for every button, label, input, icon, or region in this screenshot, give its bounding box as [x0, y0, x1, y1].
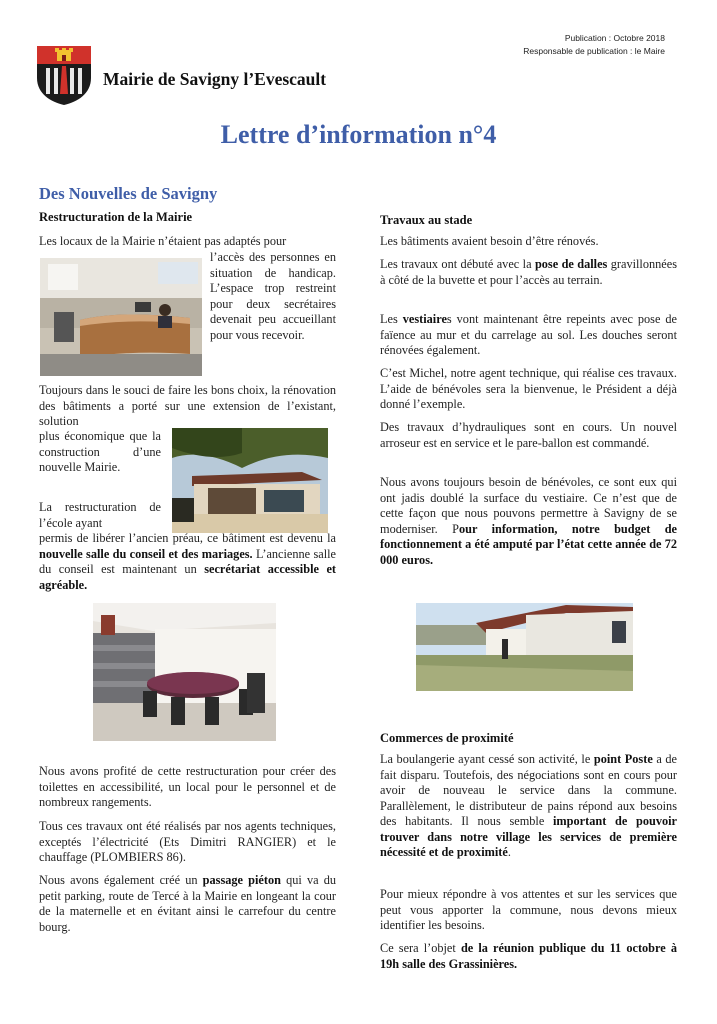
- right-s2-text2: gravillonnées à côté de la buvette et pour l’accès au terrain.: [380, 257, 677, 287]
- left-p6-text1: Nous avons également créé un: [39, 873, 203, 887]
- left-p3-top: La restructuration de l’école ayant: [39, 500, 161, 530]
- right-c1-bold1: point Poste: [593, 752, 653, 766]
- left-p4: Nous avons profité de cette restructuration pour créer des toilettes en accessibilité, un local pour le personnel et de nombreux rangements.: [39, 764, 336, 809]
- left-p3-text2: L’ancienne salle du conseil est maintenant un: [39, 546, 337, 576]
- right-c3-text1: Ce sera l’objet: [380, 941, 461, 955]
- mairie-name: Mairie de Savigny l’Evescault: [103, 69, 327, 89]
- heading-stade: Travaux au stade: [380, 213, 473, 227]
- right-s4: C’est Michel, notre agent technique, qui réalise ces travaux. L’aide de bénévoles sera la bienvenue, le Président a déjà donné l’exemple.: [380, 366, 677, 411]
- publication-date: Publication : Octobre 2018: [564, 33, 665, 43]
- right-s5: Des travaux d’hydrauliques sont en cours. Un nouvel arroseur est en service et le pare-ballon est commandé.: [380, 420, 677, 450]
- left-p1-line1: Les locaux de la Mairie n’étaient pas adaptés pour: [39, 234, 287, 248]
- letter-title: Lettre d’information n°4: [220, 120, 497, 149]
- left-p3-bold1: nouvelle salle du conseil et des mariages.: [39, 546, 253, 561]
- section-title: Des Nouvelles de Savigny: [39, 184, 218, 203]
- right-s2-text1: Les travaux ont débuté avec la: [380, 257, 535, 271]
- right-c1-text1: La boulangerie ayant cessé son activité, le: [380, 752, 594, 766]
- left-p1: l’accès des personnes en situation de handicap. L’espace trop restreint pour deux secrétaires devenait peu accueillant pour vous recevoir.: [210, 250, 336, 342]
- right-s3: [380, 312, 677, 359]
- right-s2: [380, 257, 677, 288]
- left-p5: Tous ces travaux ont été réalisés par nos agents techniques, exceptés l’électricité (Ets Dimitri RANGIER) et le chauffage (PLOMBIERS 86).: [39, 819, 336, 864]
- right-c1-text2: a de fait disparu. Toutefois, des négociations sont en cours pour avoir de nouveau le service dans la commune. Parallèlement, le distributeur de pains répond aux besoins des habitants. Il nous semble: [380, 752, 678, 828]
- right-s6-bold: our information, notre budget de fonctionnement a été amputé par l’état cette année de 72 000 euros.: [380, 521, 677, 567]
- publication-info: [523, 32, 665, 58]
- right-c1-text3: .: [507, 845, 511, 859]
- left-p3: permis de libérer l’ancien préau, ce bâtiment est devenu la nouvelle salle du conseil et des mariages. L’ancienne salle du conseil est maintenant un secrétariat accessible et agréable.: [39, 531, 337, 592]
- heading-restructuration: Restructuration de la Mairie: [39, 210, 193, 224]
- left-p6-bold: passage piéton: [202, 873, 281, 887]
- right-s3-bold: vestiaire: [402, 312, 447, 326]
- heading-commerces: Commerces de proximité: [380, 731, 514, 745]
- photo-office: [40, 258, 202, 376]
- left-p2-top: Toujours dans le souci de faire les bons choix, la rénovation des bâtiments a porté sur une extension de l’existant, solution: [39, 383, 336, 428]
- left-p2-bottom: plus économique que la construction d’une nouvelle Mairie.: [39, 429, 161, 474]
- intro-line: [39, 234, 336, 250]
- left-p6-text2: qui va du petit parking, route de Tercé à la Mairie en longeant la cour de la maternelle et en évitant ainsi le carrefour du centre bourg.: [39, 873, 336, 934]
- right-s3-text2: s vont maintenant être repeints avec pose de faïence au mur et du carrelage au sol. Les douches seront rénovées également.: [380, 312, 677, 357]
- photo-council-room: [93, 603, 276, 741]
- left-p3-bold2: secrétariat accessible et agréable.: [39, 562, 336, 592]
- right-s6: [380, 475, 677, 568]
- right-s3-text1: Les: [380, 312, 403, 326]
- right-c3-bold: de la réunion publique du 11 octobre à 19h salle des Grassinières.: [380, 941, 677, 971]
- right-c3: [380, 941, 677, 972]
- right-s1: Les bâtiments avaient besoin d’être rénovés.: [380, 234, 599, 248]
- right-s2-bold: pose de dalles: [534, 257, 608, 271]
- right-s6-text1: Nous avons toujours besoin de bénévoles, ce sont eux qui ont jadis doublé la surface du vestiaire. Ce n’est que de cette façon que nous pouvons permettre à Savigny de se moderniser. P: [380, 475, 677, 536]
- photo-stadium: [416, 603, 633, 691]
- right-c2: Pour mieux répondre à vos attentes et sur les services que peut vous apporter la commune, nous devons mieux identifier les besoins.: [380, 887, 677, 932]
- right-c1-bold2: important de pouvoir trouver dans notre village les services de première nécessité et de proximité: [380, 814, 677, 859]
- photo-new-building: [172, 428, 328, 533]
- publication-responsible: Responsable de publication : le Maire: [523, 46, 665, 56]
- town-crest-icon: [35, 44, 93, 106]
- left-p6: [39, 873, 336, 935]
- right-c1: [380, 752, 677, 861]
